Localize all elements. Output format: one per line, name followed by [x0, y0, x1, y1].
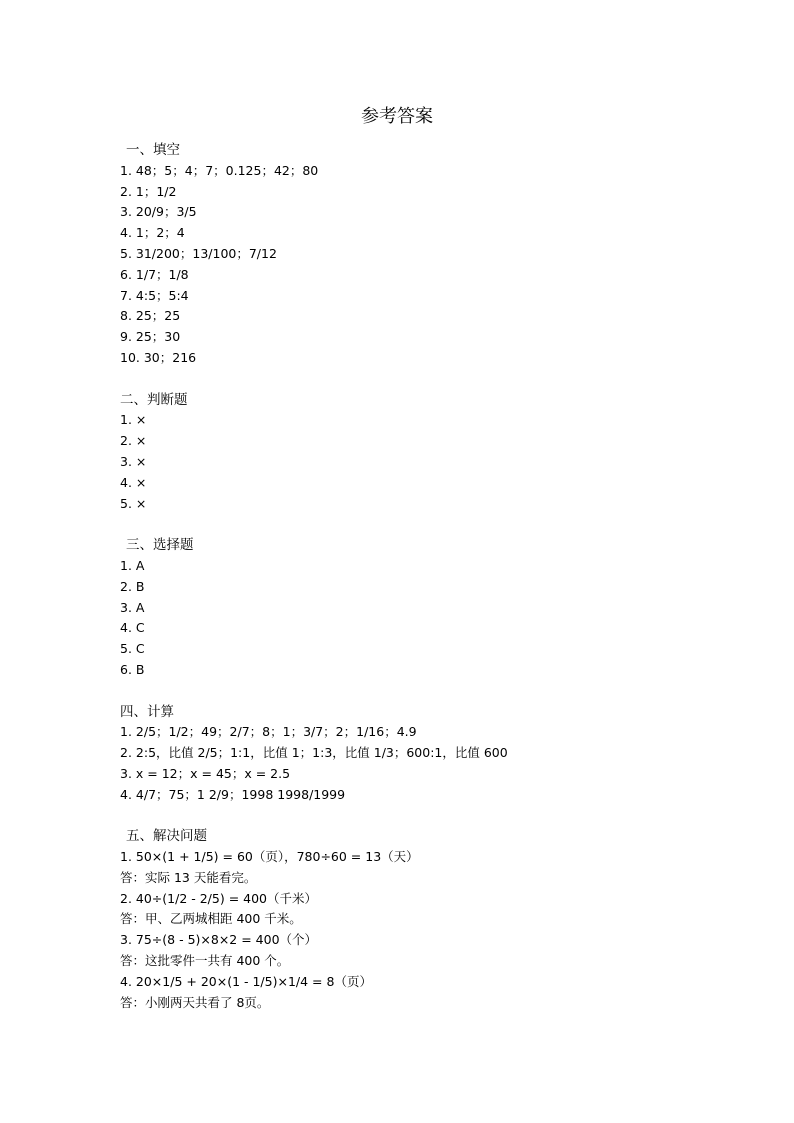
answer-content: [120, 140, 760, 1013]
answer-line: 9. 25；30: [120, 329, 181, 345]
section-spacer: [120, 806, 760, 827]
answer-line: 1. 48；5；4；7；0.125；42；80: [120, 162, 319, 178]
answer-line: 4. ×: [120, 474, 147, 490]
answer-line: 1. 2/5；1/2；49；2/7；8；1；3/7；2；1/16；4.9: [120, 724, 417, 740]
answer-line: 答：甲、乙两城相距 400 千米。: [120, 911, 302, 927]
section-heading: 五、解决问题: [126, 828, 207, 845]
answer-line: 3. 20/9；3/5: [120, 204, 197, 220]
answer-line: 4. 20×1/5 + 20×(1 - 1/5)×1/4 = 8（页）: [120, 973, 372, 989]
section-fill-blank: [120, 140, 760, 369]
answer-line: 3. 75÷(8 - 5)×8×2 = 400（个）: [120, 932, 318, 948]
answer-line: 2. 1；1/2: [120, 183, 177, 199]
answer-line: 2. 2:5，比值 2/5；1:1，比值 1；1:3，比值 1/3；600:1，比值 600: [120, 745, 508, 761]
answer-line: 答：实际 13 天能看完。: [120, 869, 257, 885]
section-heading: 三、选择题: [126, 537, 194, 554]
section-spacer: [120, 369, 760, 390]
answer-line: 10. 30；216: [120, 349, 197, 365]
section-spacer: [120, 514, 760, 535]
answer-line: 2. 40÷(1/2 - 2/5) = 400（千米）: [120, 890, 318, 906]
section-heading: 一、填空: [126, 142, 180, 158]
section-heading: 二、判断题: [120, 391, 188, 408]
answer-line: 4. C: [120, 620, 145, 636]
answer-line: 8. 25；25: [120, 308, 181, 324]
answer-line: 6. B: [120, 661, 145, 677]
section-word-problems: [120, 826, 760, 1013]
answer-line: 7. 4:5；5:4: [120, 287, 189, 303]
answer-line: 3. ×: [120, 453, 147, 469]
answer-line: 答：这批零件一共有 400 个。: [120, 953, 290, 969]
answer-line: 3. A: [120, 599, 145, 615]
section-spacer: [120, 681, 760, 702]
answer-line: 5. C: [120, 641, 145, 657]
answer-line: 6. 1/7；1/8: [120, 266, 189, 282]
section-multiple-choice: [120, 535, 760, 681]
answer-line: 2. ×: [120, 433, 147, 449]
answer-line: 4. 4/7；75；1 2/9；1998 1998/1999: [120, 786, 346, 802]
section-true-false: [120, 390, 760, 515]
answer-line: 5. ×: [120, 495, 147, 511]
answer-line: 2. B: [120, 578, 145, 594]
page-title: 参考答案: [361, 106, 433, 127]
answer-line: 4. 1；2；4: [120, 225, 185, 241]
section-heading: 四、计算: [120, 703, 174, 720]
answer-line: 3. x = 12；x = 45；x = 2.5: [120, 765, 291, 781]
answer-line: 5. 31/200；13/100；7/12: [120, 245, 277, 261]
answer-line: 答：小刚两天共看了 8页。: [120, 994, 270, 1010]
answer-line: 1. 50×(1 + 1/5) = 60（页），780÷60 = 13（天）: [120, 849, 419, 865]
answer-line: 1. A: [120, 557, 145, 573]
section-calculation: [120, 702, 760, 806]
answer-line: 1. ×: [120, 412, 147, 428]
